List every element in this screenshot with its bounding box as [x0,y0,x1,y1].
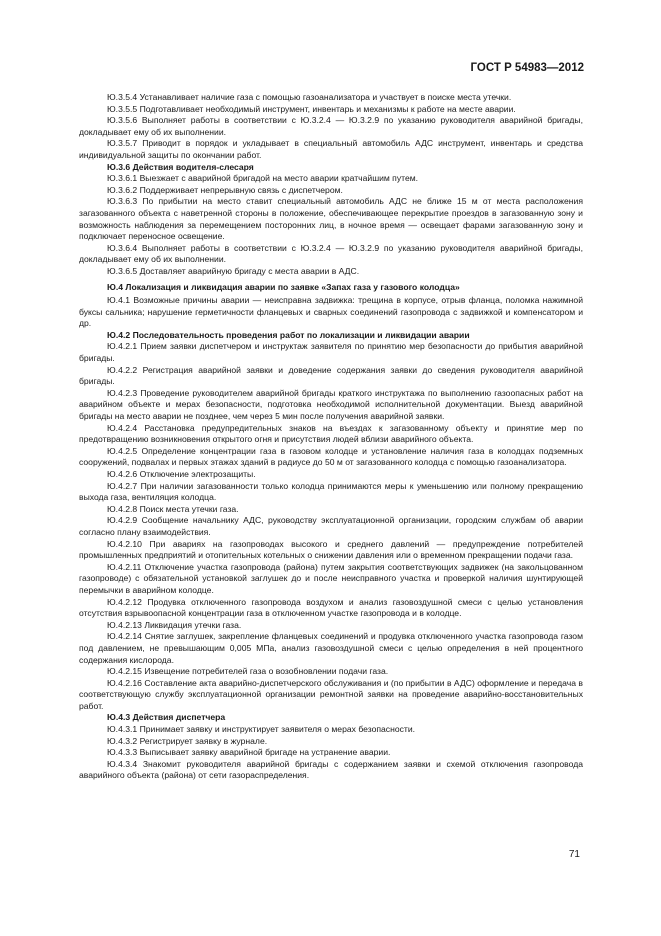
paragraph: Ю.4.3.4 Знакомит руководителя аварийной бригады с содержанием заявки и схемой отключения газопровода аварийного объекта (района) от сети газораспределения. [79,758,583,781]
paragraph: Ю.4.1 Возможные причины аварии — неисправна задвижка: трещина в корпусе, отрыв фланца, поломка нажимной буксы сальника; нарушение герметичности фланцевых и сварных соединений газопровода с задвижкой и компенсатором и др. [79,295,583,329]
document-body [79,92,583,782]
section-heading: Ю.4.3 Действия диспетчера [107,712,226,723]
paragraph: Ю.4.3.3 Выписывает заявку аварийной бригаде на устранение аварии. [107,747,391,758]
paragraph: Ю.3.6.2 Поддерживает непрерывную связь с диспетчером. [107,184,343,195]
paragraph: Ю.3.5.4 Устанавливает наличие газа с помощью газоанализатора и участвует в поиске места утечки. [107,92,512,102]
paragraph: Ю.4.2.13 Ликвидация утечки газа. [107,619,242,630]
paragraph: Ю.4.2.4 Расстановка предупредительных знаков на въездах к загазованному объекту и принятие мер по предотвращению возникновения открытого огня и присутствия людей вблизи аварийного объекта. [79,422,583,445]
paragraph: Ю.4.2.10 При авариях на газопроводах высокого и среднего давлений — предупреждение потребителей промышленных предприятий и отопительных котельных о снижении давления или о временном прекращении подачи газа. [79,538,583,561]
paragraph: Ю.3.5.5 Подготавливает необходимый инструмент, инвентарь и механизмы к работе на месте аварии. [107,103,516,114]
section-heading: Ю.3.6 Действия водителя-слесаря [107,161,254,172]
paragraph: Ю.4.2.1 Прием заявки диспетчером и инструктаж заявителя по принятию мер безопасности до прибытия аварийной бригады. [79,341,583,364]
paragraph: Ю.3.5.6 Выполняет работы в соответствии с Ю.3.2.4 — Ю.3.2.9 по указанию руководителя аварийной бригады, докладывает ему об их выполнении. [79,115,583,137]
paragraph: Ю.4.2.15 Извещение потребителей газа о возобновлении подачи газа. [107,666,389,677]
paragraph: Ю.4.2.7 При наличии загазованности только колодца принимаются меры к уменьшению или полному прекращению выхода газа, вентиляция колодца. [79,480,583,503]
paragraph: Ю.4.2.3 Проведение руководителем аварийной бригады краткого инструктажа по выполнению газоопасных работ на аварийном объекте и мерах безопасности, подготовка необходимой исполнительной документации. Выезд аварийной бригады на место аварии не позднее, чем через 5 мин после получения аварийной заявки. [79,387,583,422]
paragraph: Ю.4.2.16 Составление акта аварийно-диспетчерского обслуживания и (по прибытии в АДС) оформление и передача в соответствующую службу эксплуатационной организации ремонтной заявки на проведение аварийно-восстановительных работ. [79,677,583,711]
paragraph: Ю.3.6.3 По прибытии на место ставит специальный автомобиль АДС не ближе 15 м от места расположения загазованного объекта с наветренной стороны в положение, обеспечивающее перекрытие проездов в загазованную зону и возможность наблюдения за перемещением посторонних лиц, в ночное время — освещает фарами загазованную зону и подключает переносное освещение. [79,196,583,242]
paragraph: Ю.4.2.11 Отключение участка газопровода (района) путем закрытия соответствующих задвижек (на закольцованном газопроводе) с обязательной установкой заглушек до и после неисправного участка и проверкой наличия шунтирующей перемычки в аварийном колодце. [79,561,583,595]
paragraph: Ю.4.2.12 Продувка отключенного газопровода воздухом и анализ газовоздушной смеси с целью установления отсутствия взрывоопасной концентрации газа в отключенном участке газопровода и в колодце. [79,596,583,619]
section-heading: Ю.4 Локализация и ликвидация аварии по заявке «Запах газа у газового колодца» [107,281,460,292]
paragraph: Ю.3.6.5 Доставляет аварийную бригаду с места аварии в АДС. [107,265,360,276]
paragraph: Ю.3.6.4 Выполняет работы в соответствии с Ю.3.2.4 — Ю.3.2.9 по указанию руководителя аварийной бригады, докладывает ему об их выполнении. [79,242,583,265]
paragraph: Ю.4.2.8 Поиск места утечки газа. [107,503,239,514]
paragraph: Ю.3.6.1 Выезжает с аварийной бригадой на место аварии кратчайшим путем. [107,173,419,184]
paragraph: Ю.4.2.2 Регистрация аварийной заявки и доведение содержания заявки до сведения руководителя аварийной бригады. [79,364,583,387]
paragraph: Ю.4.2.5 Определение концентрации газа в газовом колодце и установление наличия газа в колодцах подземных сооружений, подвалах и первых этажах зданий в радиусе до 50 м от загазованного колодца с помощью газоанализатора. [79,445,583,468]
page-number: 71 [568,849,580,860]
paragraph: Ю.4.2.9 Сообщение начальнику АДС, руководству эксплуатационной организации, городским службам об аварии согласно плану взаимодействия. [79,515,583,537]
section-heading: Ю.4.2 Последовательность проведения работ по локализации и ликвидации аварии [107,329,470,340]
paragraph: Ю.3.5.7 Приводит в порядок и укладывает в специальный автомобиль АДС инструмент, инвентарь и средства индивидуальной защиты по окончании работ. [79,138,583,160]
paragraph: Ю.4.3.2 Регистрирует заявку в журнале. [107,735,268,746]
standard-header: ГОСТ Р 54983—2012 [470,62,584,74]
paragraph: Ю.4.3.1 Принимает заявку и инструктирует заявителя о мерах безопасности. [107,724,416,735]
paragraph: Ю.4.2.6 Отключение электрозащиты. [107,469,256,479]
paragraph: Ю.4.2.14 Снятие заглушек, закрепление фланцевых соединений и продувка отключенного участка газопровода газом под давлением, не превышающим 0,005 МПа, анализ газовоздушной смеси с целью определения в ней процентного содержания кислорода. [79,631,583,665]
